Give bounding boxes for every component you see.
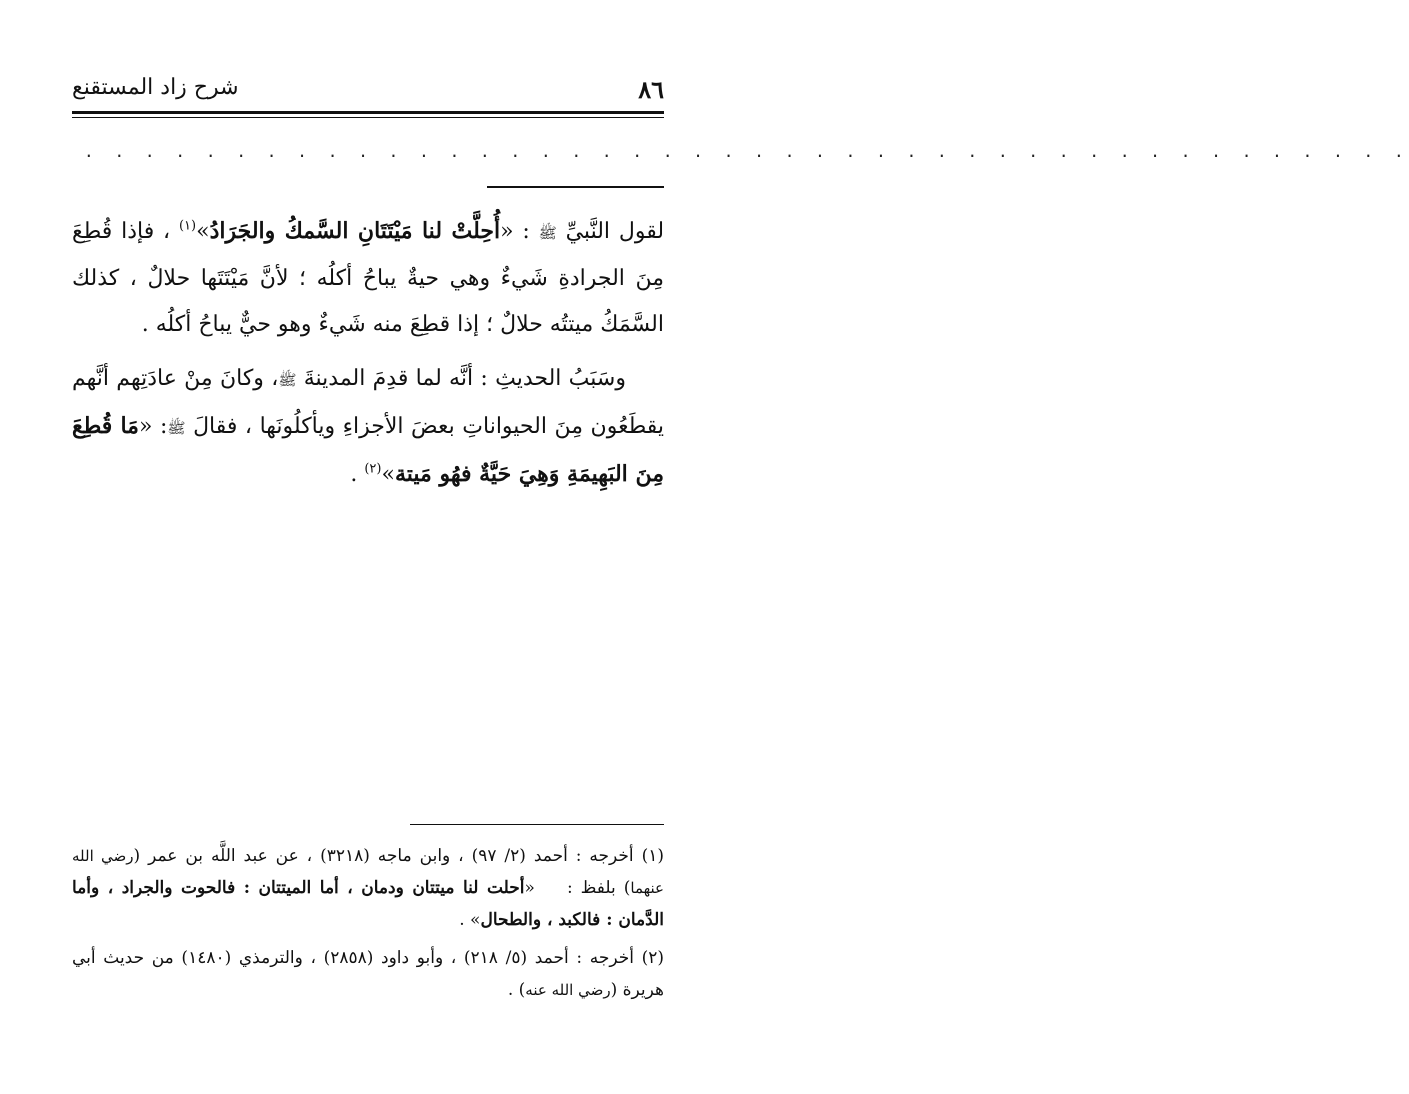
continuation-dots: . . . . . . . . . . . . . . . . . . . . . . . . . . . . . . . . . . . . . . . . . . . . — [84, 142, 1409, 161]
paragraph-1 — [72, 208, 664, 348]
p2-text-2: ، وكانَ مِنْ عادَتِهم أنَّهم يقطَعُون مِنَ الحيواناتِ بعضَ الأجزاءِ ويأكلُونَها ، فقالَ — [72, 366, 664, 439]
p2-text-1: وسَبَبُ الحديثِ : أنَّه لما قدِمَ المدينةَ — [303, 366, 626, 391]
hadith-2-close: » — [381, 462, 395, 487]
honorific-saw-1: ﷺ — [538, 224, 557, 242]
footnote-1-honorific: رضي الله عنهما — [72, 847, 665, 897]
p1-rest: ، فإذا قُطِعَ مِنَ الجرادةِ شَيءٌ وهي حيةٌ يباحُ أكلُه ؛ لأنَّ مَيْتَتَها حلالٌ ، كذلك السَّمَكُ ميتتُه حلالٌ ؛ إذا قطِعَ منه شَيءٌ وهو حيٌّ يباحُ أكلُه . — [72, 219, 664, 337]
footnote-2-honorific: رضي الله عنه — [525, 981, 611, 999]
header-rule-thin — [72, 117, 664, 118]
footnote-2: (٢) أخرجه : أحمد (٥/ ٢١٨) ، وأبو داود (٢٨٥٨) ، والترمذي (١٤٨٠) من حديث أبي هريرة (رضي الله عنه) . — [72, 948, 665, 1000]
p1-intro: لقول النَّبيِّ — [565, 219, 665, 244]
header-rule-thick — [72, 111, 664, 114]
hadith-1-close: » — [196, 219, 210, 244]
footnotes — [72, 840, 664, 1006]
section-rule — [487, 186, 664, 188]
footnote-1-number: (١) — [641, 846, 664, 866]
footnote-1-open-quote: « — [524, 878, 535, 898]
footnote-1-text-2: بلفظ : — [566, 878, 616, 898]
footnote-rule — [410, 824, 664, 825]
page-number: ٨٦ — [638, 75, 664, 104]
hadith-2: مَا قُطِعَ مِنَ البَهِيمَةِ وَهِيَ حَيَّةٌ فهُو مَيتة — [72, 413, 664, 487]
footnote-1-text: أخرجه : أحمد (٢/ ٩٧) ، وابن ماجه (٣٢١٨) ، عن عبد اللَّه بن عمر — [148, 846, 634, 866]
p2-end: . — [350, 462, 358, 487]
footnote-1-quote: أحلت لنا ميتتان ودمان ، أما الميتتان : فالحوت والجراد ، وأما الدَّمان : فالكبد ، والطحال — [72, 878, 664, 930]
footnote-marker-1[interactable]: (١) — [178, 218, 197, 234]
p2-colon: : « — [138, 414, 168, 439]
footnote-2-end: . — [507, 980, 514, 1000]
footnote-2-text: أخرجه : أحمد (٥/ ٢١٨) ، وأبو داود (٢٨٥٨) ، والترمذي (١٤٨٠) من حديث أبي هريرة — [72, 948, 664, 1000]
footnote-1: (١) أخرجه : أحمد (٢/ ٩٧) ، وابن ماجه (٣٢١٨) ، عن عبد اللَّه بن عمر (رضي الله عنهما) بلفظ : «أحلت لنا ميتتان ودمان ، أما الميتتان : فالحوت والجراد ، وأما الدَّمان : فالكبد ، والطحال» . — [72, 846, 665, 930]
honorific-saw-3: ﷺ — [167, 419, 186, 437]
paragraph-2 — [72, 356, 664, 498]
running-title: شرح زاد المستقنع — [72, 75, 239, 100]
honorific-saw-2: ﷺ — [278, 371, 297, 389]
footnote-1-close-quote: » . — [459, 910, 481, 930]
footnote-marker-2[interactable]: (٢) — [364, 461, 382, 477]
p1-colon: : « — [500, 219, 530, 244]
running-header — [72, 72, 664, 102]
hadith-1: أُحِلَّتْ لنا مَيْتَتَانِ السَّمكُ والجَرَادُ — [209, 218, 501, 244]
footnote-2-number: (٢) — [641, 948, 665, 968]
main-text — [72, 208, 664, 498]
